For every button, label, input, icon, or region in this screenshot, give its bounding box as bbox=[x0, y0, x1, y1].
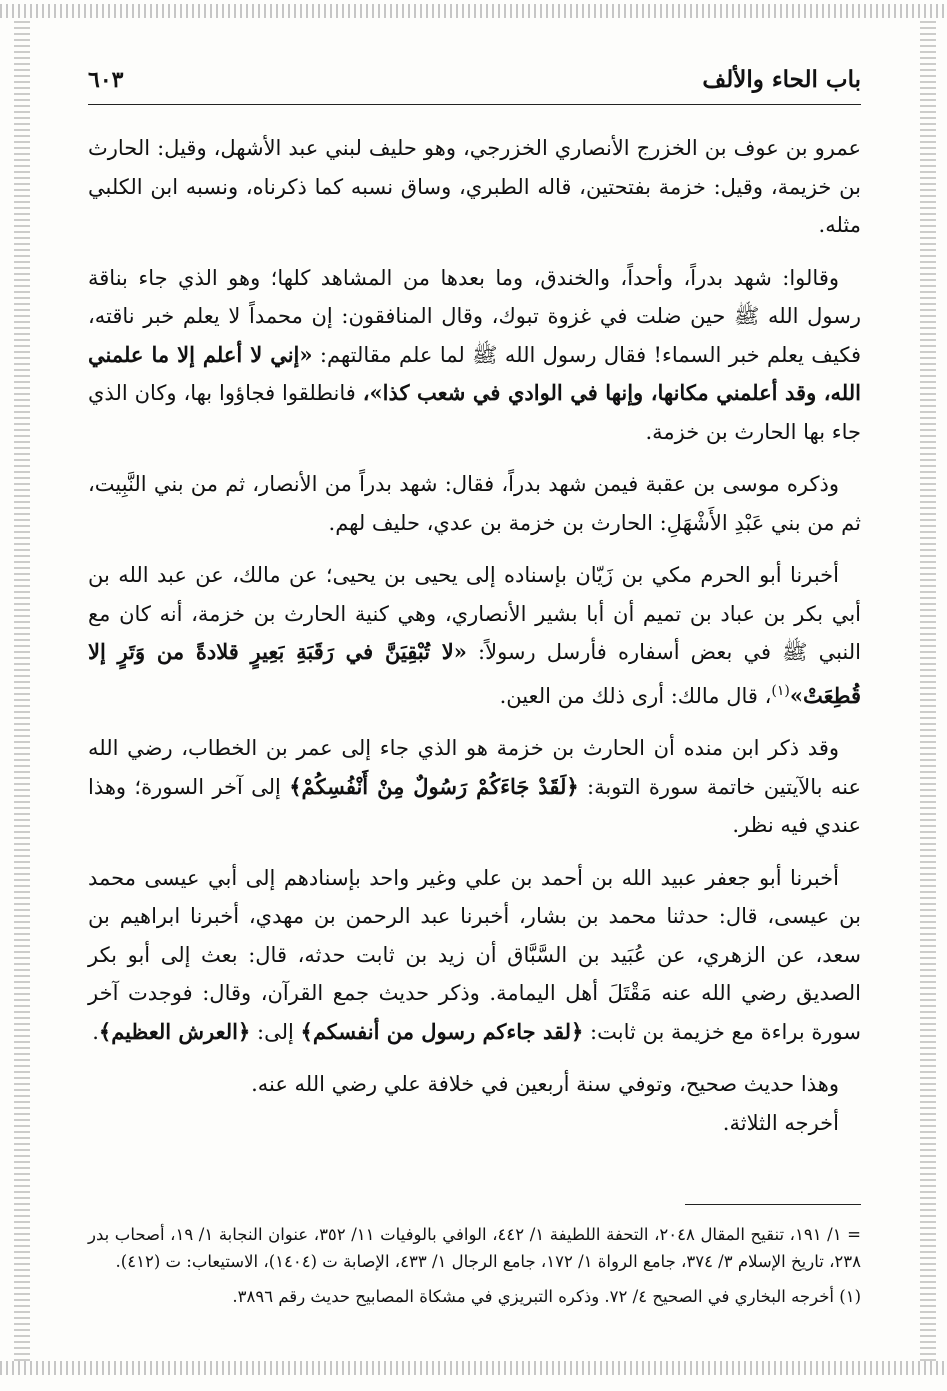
paragraph-text: إلى آخر السورة؛ وهذا عندي فيه نظر. bbox=[88, 774, 861, 837]
footnote: = ١/ ١٩١، تنقيح المقال ٢٠٤٨، التحفة اللطيفة ١/ ٤٤٢، الوافي بالوفيات ١١/ ٣٥٢، عنوان النجابة ١/ ١٩، أصحاب بدر ٢٣٨، تاريخ الإسلام ٣/ ٣٧٤، جامع الرواة ١/ ١٧٢، جامع الرجال ١/ ٤٣٣، الإصابة ت (١٤٠٤)، الاستيعاب: ت (٤١٢). bbox=[88, 1225, 861, 1271]
paragraph bbox=[88, 556, 861, 715]
paragraph-text: أخبرنا أبو جعفر عبيد الله بن أحمد بن علي وغير واحد بإسنادهم إلى أبي عيسى محمد بن عيسى، قال: حدثنا محمد بن بشار، أخبرنا عبد الرحمن بن مهدي، أخبرنا ابراهيم بن سعد، عن الزهري، عن عُبَيد بن السَّبَّاق أن زيد بن ثابت حدثه، قال: بعث إلى أبو بكر الصديق رضي الله عنه مَقْتَلَ أهل اليمامة. وذكر حديث جمع القرآن، وقال: فوجدت آخر سورة براءة مع خزيمة بن ثابت: bbox=[88, 865, 861, 1044]
paragraph-text: . bbox=[92, 1019, 99, 1044]
footnote-reference[interactable]: (١) bbox=[771, 682, 790, 699]
decorative-border-right bbox=[920, 18, 936, 1361]
decorative-border-bottom bbox=[0, 1361, 947, 1375]
hadith-quote: «إني لا أعلم إلا ما علمني الله، وقد أعلمني مكانها، وإنها في الوادي في شعب كذا»، bbox=[88, 341, 861, 405]
paragraph bbox=[88, 1104, 861, 1143]
quran-verse: ﴿لقد جاءكم رسول من أنفسكم﴾ bbox=[300, 1018, 584, 1044]
paragraph-text: ، قال مالك: أرى ذلك من العين. bbox=[499, 683, 772, 708]
main-text bbox=[88, 129, 861, 1142]
page-number: ٦٠٣ bbox=[88, 67, 124, 93]
running-title: باب الحاء والألف bbox=[702, 66, 861, 93]
book-page bbox=[88, 66, 861, 1336]
hadith-quote: «لا تُبْقِيَنَّ في رَقَبَةِ بَعِيرٍ قلادةً من وَتَرٍ إلا قُطِعَتْ» bbox=[88, 639, 861, 708]
paragraph bbox=[88, 859, 861, 1052]
paragraph bbox=[88, 259, 861, 452]
paragraph bbox=[88, 465, 861, 542]
paragraph-text: أخبرنا أبو الحرم مكي بن زَيّان بإسناده إلى يحيى بن يحيى؛ عن مالك، عن عبد الله بن أبي بكر بن عباد بن تميم أن أبا بشير الأنصاري، وهي كنية الحارث بن خزمة، أنه كان مع النبي ﷺ في بعض أسفاره فأرسل رسولاً: bbox=[88, 563, 861, 664]
paragraph-text: وذكره موسى بن عقبة فيمن شهد بدراً، فقال: شهد بدراً من الأنصار، ثم من بني النَّبِيت، ثم من بني عَبْدِ الأَشْهَلِ: الحارث بن خزمة بن عدي، حليف لهم. bbox=[88, 472, 861, 535]
running-header bbox=[88, 66, 861, 105]
paragraph-text: أخرجه الثلاثة. bbox=[722, 1110, 839, 1135]
paragraph bbox=[88, 729, 861, 845]
paragraph-text: وهذا حديث صحيح، وتوفي سنة أربعين في خلافة علي رضي الله عنه. bbox=[251, 1072, 839, 1096]
footnote-separator bbox=[685, 1204, 861, 1205]
paragraph bbox=[88, 1065, 861, 1104]
paragraph-text: إلى: bbox=[257, 1019, 294, 1044]
quran-verse: ﴿لَقَدْ جَاءَكُمْ رَسُولٌ مِنْ أَنْفُسِكُمْ﴾ bbox=[289, 773, 579, 799]
footnote: (١) أخرجه البخاري في الصحيح ٤/ ٧٢. وذكره التبريزي في مشكاة المصابيح حديث رقم ٣٨٩٦. bbox=[232, 1287, 861, 1306]
paragraph-text: وقد ذكر ابن منده أن الحارث بن خزمة هو الذي جاء إلى عمر بن الخطاب، رضي الله عنه بالآيتين خاتمة سورة التوبة: bbox=[88, 736, 861, 799]
paragraph bbox=[88, 129, 861, 245]
paragraph-text: وقالوا: شهد بدراً، وأحداً، والخندق، وما بعدها من المشاهد كلها؛ وهو الذي جاء بناقة رسول الله ﷺ حين ضلت في غزوة تبوك، وقال المنافقون: إن محمداً لا يعلم خبر ناقته، فكيف يعلم خبر السماء! فقال رسول الله ﷺ لما علم مقالتهم: bbox=[88, 265, 861, 367]
decorative-border-top bbox=[0, 4, 947, 18]
decorative-border-left bbox=[14, 18, 30, 1361]
quran-verse: ﴿العرش العظيم﴾ bbox=[98, 1018, 251, 1044]
paragraph-text: فانطلقوا فجاؤوا بها، وكان الذي جاء بها الحارث بن خزمة. bbox=[88, 381, 861, 444]
footnotes bbox=[88, 1221, 861, 1310]
paragraph-text: عمرو بن عوف بن الخزرج الأنصاري الخزرجي، وهو حليف لبني عبد الأشهل، وقيل: الحارث بن خزيمة، وقيل: خزمة بفتحتين، قاله الطبري، وساق نسبه كما ذكرناه، ونسبه ابن الكلبي مثله. bbox=[88, 136, 861, 237]
